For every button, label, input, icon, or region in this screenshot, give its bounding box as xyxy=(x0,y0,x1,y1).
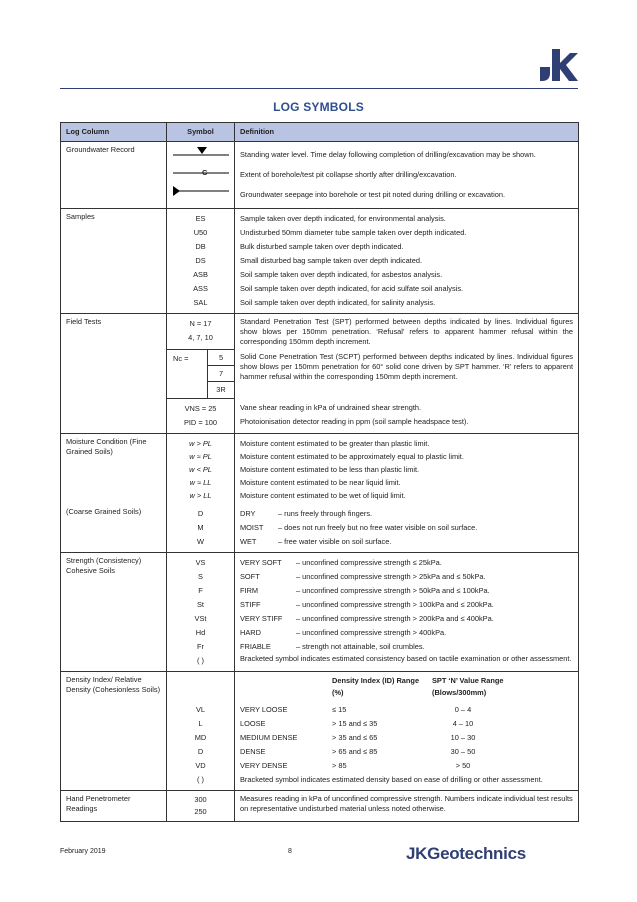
density-symbol: D xyxy=(197,746,204,756)
strength-symbol: F xyxy=(198,585,203,595)
groundwater-def: Groundwater seepage into borehole or test pit noted during drilling or excavation. xyxy=(240,190,505,199)
spt-symbol: 4, 7, 10 xyxy=(188,333,213,342)
density-key: DENSE xyxy=(240,746,266,756)
samples-label: Samples xyxy=(61,209,167,314)
sample-symbol: ES xyxy=(195,214,206,223)
sample-def: Bulk disturbed sample taken over depth indicated. xyxy=(240,242,404,251)
table-row xyxy=(61,142,579,209)
density-key: LOOSE xyxy=(240,718,266,728)
strength-key: VERY STIFF xyxy=(240,613,283,623)
sample-symbol: DB xyxy=(195,242,206,251)
table-header-row xyxy=(61,123,579,142)
density-spt: 10 – 30 xyxy=(450,732,476,742)
scpt-def: Solid Cone Penetration Test (SCPT) performed between depths indicated by lines. Individual figures show blows per 150mm penetration for 60° solid cone driven by SPT hammer. ‘R’ refers to apparent hammer refusal within the corresponding 150mm depth increment. xyxy=(235,349,579,398)
table-row xyxy=(61,398,579,433)
jk-logo-icon xyxy=(536,45,578,85)
brand-jk: JK xyxy=(406,844,428,863)
sample-symbol: SAL xyxy=(193,298,208,307)
moisture-def: Moisture content estimated to be less than plastic limit. xyxy=(240,464,420,474)
hand-pen-symbol: 300 xyxy=(194,794,207,804)
moisture-key: WET xyxy=(240,536,257,546)
groundwater-def: Standing water level. Time delay following completion of drilling/excavation may be shown. xyxy=(240,150,536,159)
moisture-def: Moisture content estimated to be greater than plastic limit. xyxy=(240,438,430,448)
density-range: ≤ 15 xyxy=(332,704,347,714)
vns-def: Vane shear reading in kPa of undrained shear strength. xyxy=(240,403,422,413)
density-spt: > 50 xyxy=(455,760,471,770)
strength-def: – unconfined compressive strength > 400kPa. xyxy=(296,627,447,637)
sample-def: Small disturbed bag sample taken over depth indicated. xyxy=(240,256,423,265)
strength-def: – unconfined compressive strength > 25kPa and ≤ 50kPa. xyxy=(296,571,486,581)
moisture-symbol: w < PL xyxy=(189,464,212,474)
strength-key: FRIABLE xyxy=(240,641,271,651)
sample-def: Soil sample taken over depth indicated, for salinity analysis. xyxy=(240,298,436,307)
samples-defs xyxy=(235,209,579,314)
scpt-value: 7 xyxy=(208,366,234,382)
density-label: Density Index/ Relative Density (Cohesionless Soils) xyxy=(61,671,167,790)
strength-symbol: VSt xyxy=(194,613,207,623)
strength-def: – unconfined compressive strength > 200kPa and ≤ 400kPa. xyxy=(296,613,494,623)
collapse-icon xyxy=(173,165,229,177)
scpt-symbols xyxy=(167,349,235,398)
density-index-header: Density Index (ID) Range (%) xyxy=(332,675,420,697)
strength-symbol: VS xyxy=(195,557,206,567)
vns-symbol: VNS = 25 xyxy=(184,403,217,413)
moisture-symbol: w > PL xyxy=(189,438,212,448)
strength-def: – unconfined compressive strength > 50kPa and ≤ 100kPa. xyxy=(296,585,490,595)
density-key: VERY DENSE xyxy=(240,760,288,770)
groundwater-defs xyxy=(235,142,579,209)
hand-pen-def: Measures reading in kPa of unconfined compressive strength. Numbers indicate individual test results on representative undisturbed material unless noted otherwise. xyxy=(235,790,579,821)
groundwater-label: Groundwater Record xyxy=(61,142,167,209)
table-row xyxy=(61,790,579,821)
density-spt: 30 – 50 xyxy=(450,746,476,756)
header-symbol: Symbol xyxy=(167,123,235,142)
density-symbol: VL xyxy=(195,704,206,714)
strength-symbol: Hd xyxy=(195,627,206,637)
strength-key: HARD xyxy=(240,627,261,637)
other-test-defs xyxy=(235,398,579,433)
groundwater-symbols xyxy=(167,142,235,209)
header-definition: Definition xyxy=(235,123,579,142)
table-row xyxy=(61,671,579,790)
moisture-symbol: w ≈ LL xyxy=(189,477,212,487)
moisture-label-cell xyxy=(61,433,167,552)
density-range: > 15 and ≤ 35 xyxy=(332,718,378,728)
spt-def: Standard Penetration Test (SPT) performed between depths indicated by lines. Individual figures show blows per 150mm penetration. ‘Refusal’ refers to apparent hammer refusal within the corresponding 150mm depth increment. xyxy=(235,314,579,350)
moisture-def: Moisture content estimated to be approximately equal to plastic limit. xyxy=(240,451,464,461)
spt-range-header: SPT ‘N’ Value Range (Blows/300mm) xyxy=(432,675,504,697)
moisture-symbol: M xyxy=(197,522,204,532)
moisture-symbol: w > LL xyxy=(189,490,212,500)
strength-key: SOFT xyxy=(240,571,260,581)
sample-symbol: U50 xyxy=(193,228,208,237)
table-row xyxy=(61,209,579,314)
table-row xyxy=(61,349,579,398)
header-log-column: Log Column xyxy=(61,123,167,142)
strength-key: VERY SOFT xyxy=(240,557,282,567)
moisture-symbol: w ≈ PL xyxy=(189,451,212,461)
density-key: MEDIUM DENSE xyxy=(240,732,298,742)
moisture-symbols xyxy=(167,433,235,552)
strength-def: – unconfined compressive strength > 100kPa and ≤ 200kPa. xyxy=(296,599,494,609)
strength-def: – strength not attainable, soil crumbles. xyxy=(296,641,425,651)
sample-def: Soil sample taken over depth indicated, for acid sulfate soil analysis. xyxy=(240,284,464,293)
field-tests-blank xyxy=(61,398,167,433)
density-symbol: L xyxy=(198,718,203,728)
samples-symbols xyxy=(167,209,235,314)
sample-def: Undisturbed 50mm diameter tube sample taken over depth indicated. xyxy=(240,228,467,237)
sample-symbol: DS xyxy=(195,256,206,265)
moisture-coarse-label: (Coarse Grained Soils) xyxy=(66,506,142,516)
page-number: 8 xyxy=(288,848,292,855)
density-range: > 85 xyxy=(332,760,347,770)
scpt-label: Nc = xyxy=(173,353,189,363)
spt-symbol: N = 17 xyxy=(189,319,212,328)
spt-symbols xyxy=(167,314,235,350)
moisture-def: Moisture content estimated to be wet of liquid limit. xyxy=(240,490,406,500)
sample-symbol: ASB xyxy=(193,270,208,279)
standing-water-level-icon xyxy=(173,145,229,157)
footer-date: February 2019 xyxy=(60,848,106,855)
density-spt: 0 – 4 xyxy=(454,704,472,714)
field-tests-label: Field Tests xyxy=(61,314,167,350)
density-defs xyxy=(235,671,579,790)
strength-defs xyxy=(235,552,579,671)
moisture-coarse-def: – does not run freely but no free water visible on soil surface. xyxy=(278,522,478,532)
seepage-icon xyxy=(173,185,229,197)
sample-def: Sample taken over depth indicated, for environmental analysis. xyxy=(240,214,446,223)
strength-symbol: Fr xyxy=(197,641,204,651)
moisture-symbol: D xyxy=(197,508,204,518)
density-symbol: VD xyxy=(195,760,206,770)
strength-key: FIRM xyxy=(240,585,259,595)
pid-def: Photoionisation detector reading in ppm (soil sample headspace test). xyxy=(240,417,469,427)
moisture-def: Moisture content estimated to be near liquid limit. xyxy=(240,477,401,487)
density-spt: 4 – 10 xyxy=(452,718,474,728)
density-symbols xyxy=(167,671,235,790)
strength-symbols xyxy=(167,552,235,671)
density-key: VERY LOOSE xyxy=(240,704,288,714)
table-row xyxy=(61,433,579,552)
hand-pen-symbol: 250 xyxy=(194,806,207,816)
strength-symbol: ( ) xyxy=(197,655,204,665)
collapse-letter: C xyxy=(202,168,208,177)
page-title: LOG SYMBOLS xyxy=(273,100,364,114)
strength-label: Strength (Consistency) Cohesive Soils xyxy=(61,552,167,671)
strength-bracket-note: Bracketed symbol indicates estimated consistency based on tactile examination or other assessment. xyxy=(240,653,572,663)
hand-pen-symbols xyxy=(167,790,235,821)
density-symbol: ( ) xyxy=(197,774,204,784)
groundwater-def: Extent of borehole/test pit collapse shortly after drilling/excavation. xyxy=(240,170,457,179)
density-bracket-note: Bracketed symbol indicates estimated density based on ease of drilling or other assessment. xyxy=(240,774,543,784)
moisture-defs xyxy=(235,433,579,552)
table-row xyxy=(61,552,579,671)
moisture-key: DRY xyxy=(240,508,256,518)
moisture-symbol: W xyxy=(197,536,204,546)
log-symbols-table xyxy=(60,122,579,822)
scpt-value: 5 xyxy=(208,350,234,366)
density-symbol: MD xyxy=(194,732,207,742)
pid-symbol: PID = 100 xyxy=(183,417,218,427)
moisture-label: Moisture Condition (Fine Grained Soils) xyxy=(66,436,147,456)
brand-wordmark xyxy=(406,843,526,865)
sample-def: Soil sample taken over depth indicated, for asbestos analysis. xyxy=(240,270,443,279)
header-rule xyxy=(60,88,578,89)
field-tests-blank xyxy=(61,349,167,398)
moisture-key: MOIST xyxy=(240,522,264,532)
density-range: > 65 and ≤ 85 xyxy=(332,746,378,756)
strength-symbol: S xyxy=(198,571,203,581)
strength-def: – unconfined compressive strength ≤ 25kPa. xyxy=(296,557,442,567)
density-range: > 35 and ≤ 65 xyxy=(332,732,378,742)
moisture-coarse-def: – free water visible on soil surface. xyxy=(278,536,392,546)
table-row xyxy=(61,314,579,350)
brand-rest: Geotechnics xyxy=(427,844,526,863)
scpt-value: 3R xyxy=(216,385,226,395)
hand-pen-label: Hand Penetrometer Readings xyxy=(61,790,167,821)
other-test-symbols xyxy=(167,398,235,433)
moisture-coarse-def: – runs freely through fingers. xyxy=(278,508,373,518)
strength-key: STIFF xyxy=(240,599,261,609)
strength-symbol: St xyxy=(197,599,204,609)
sample-symbol: ASS xyxy=(193,284,208,293)
